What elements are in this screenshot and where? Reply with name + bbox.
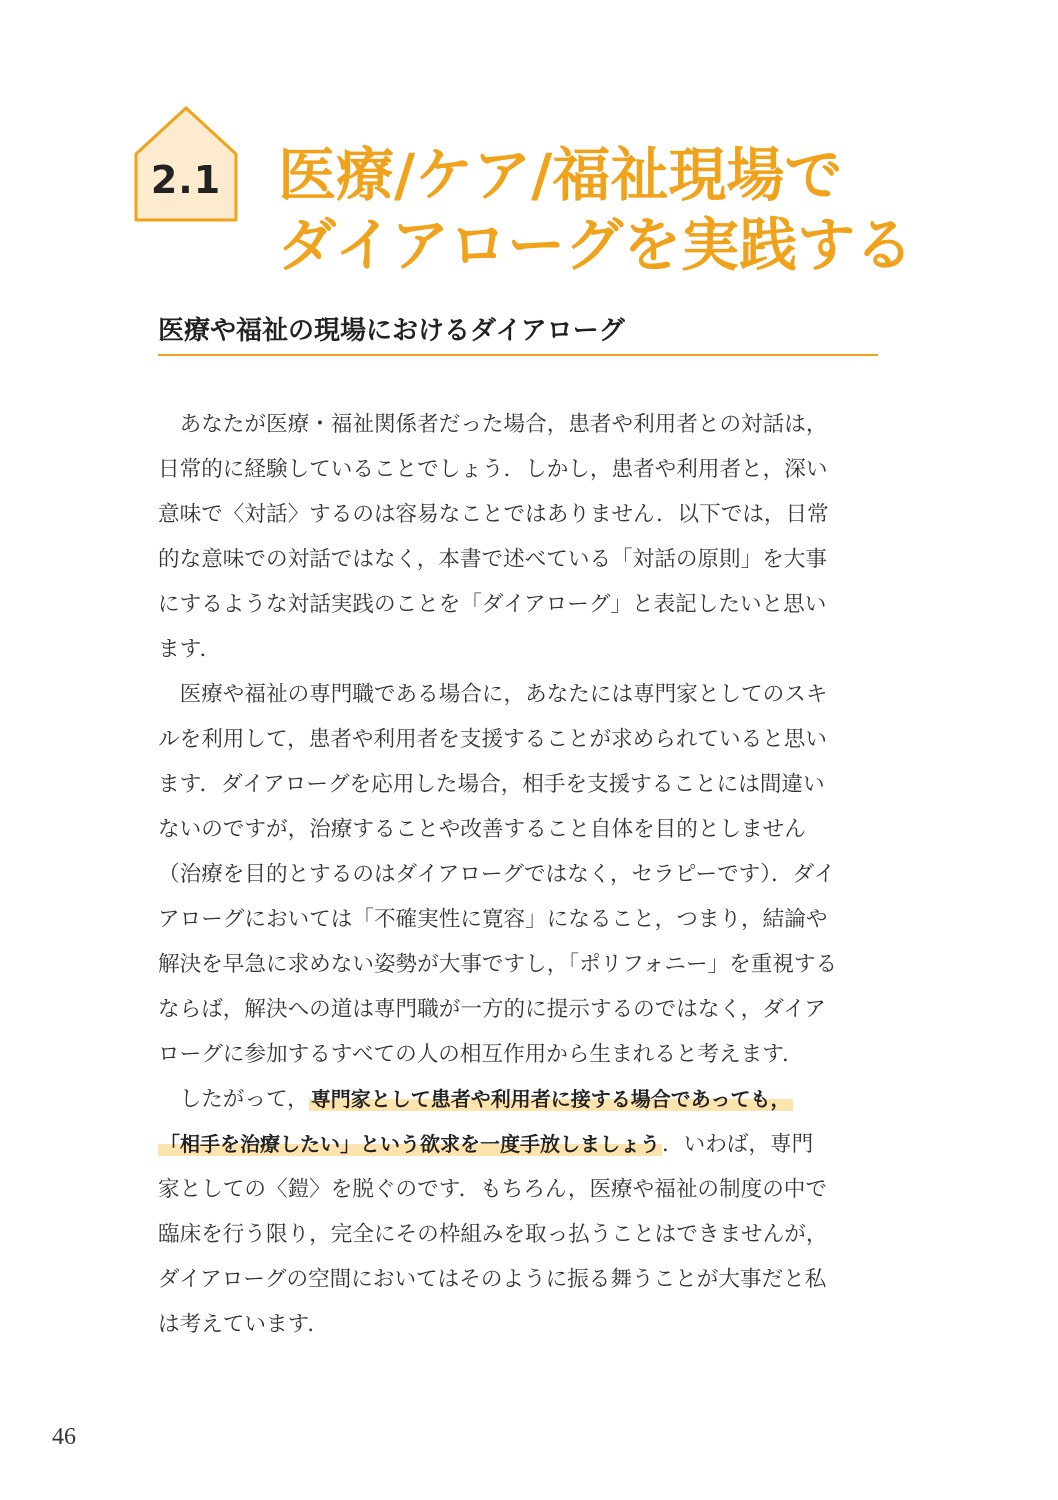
body-line: 日常的に経験していることでしょう．しかし，患者や利用者と，深い — [158, 457, 828, 482]
body-text-segment: したがって， — [158, 1087, 309, 1112]
section-heading: 医療や福祉の現場におけるダイアローグ — [158, 312, 878, 356]
body-line: ます． — [158, 637, 222, 662]
body-line: 意味で〈対話〉するのは容易なことではありません．以下では，日常 — [158, 502, 829, 527]
chapter-title — [278, 140, 913, 280]
body-line: 家としての〈鎧〉を脱ぐのです．もちろん，医療や福祉の制度の中で — [158, 1177, 827, 1202]
body-line: あなたが医療・福祉関係者だった場合，患者や利用者との対話は， — [158, 412, 828, 437]
body-line: ます．ダイアローグを応用した場合，相手を支援することには間違い — [158, 772, 825, 797]
body-line: 医療や福祉の専門職である場合に，あなたには専門家としてのスキ — [158, 682, 828, 707]
highlighted-text: 専門家として患者や利用者に接する場合であっても， — [310, 1087, 791, 1111]
body-line: ならば，解決への道は専門職が一方的に提示するのではなく，ダイア — [158, 997, 826, 1022]
chapter-title-line: 医療/ケア/福祉現場で — [278, 141, 843, 209]
highlighted-text: 「相手を治療したい」という欲求を一度手放しましょう — [160, 1132, 660, 1156]
chapter-number: 2.1 — [150, 158, 222, 202]
page-number: 46 — [52, 1424, 76, 1450]
body-line: ないのですが，治療することや改善すること自体を目的としません — [158, 817, 806, 842]
body-line: （治療を目的とするのはダイアローグではなく，セラピーです）．ダイ — [158, 862, 836, 887]
body-line-highlighted — [158, 1122, 878, 1167]
body-line: 的な意味での対話ではなく，本書で述べている「対話の原則」を大事 — [158, 547, 827, 572]
body-line-highlighted — [158, 1077, 878, 1122]
chapter-title-line: ダイアローグを実践する — [278, 211, 914, 279]
body-line: にするような対話実践のことを「ダイアローグ」と表記したいと思い — [158, 592, 827, 617]
body-line: 臨床を行う限り，完全にその枠組みを取っ払うことはできませんが， — [158, 1222, 828, 1247]
body-line: ルを利用して，患者や利用者を支援することが求められていると思い — [158, 727, 827, 752]
body-line: は考えています． — [158, 1312, 330, 1337]
body-line: ローグに参加するすべての人の相互作用から生まれると考えます． — [158, 1042, 804, 1067]
body-line: ダイアローグの空間においてはそのように振る舞うことが大事だと私 — [158, 1267, 827, 1292]
body-text — [158, 402, 878, 1347]
chapter-badge — [134, 106, 238, 222]
body-text-segment: ．いわば，専門 — [662, 1132, 814, 1157]
body-line: アローグにおいては「不確実性に寛容」になること，つまり，結論や — [158, 907, 828, 932]
body-line: 解決を早急に求めない姿勢が大事ですし，「ポリフォニー」を重視する — [158, 952, 838, 977]
